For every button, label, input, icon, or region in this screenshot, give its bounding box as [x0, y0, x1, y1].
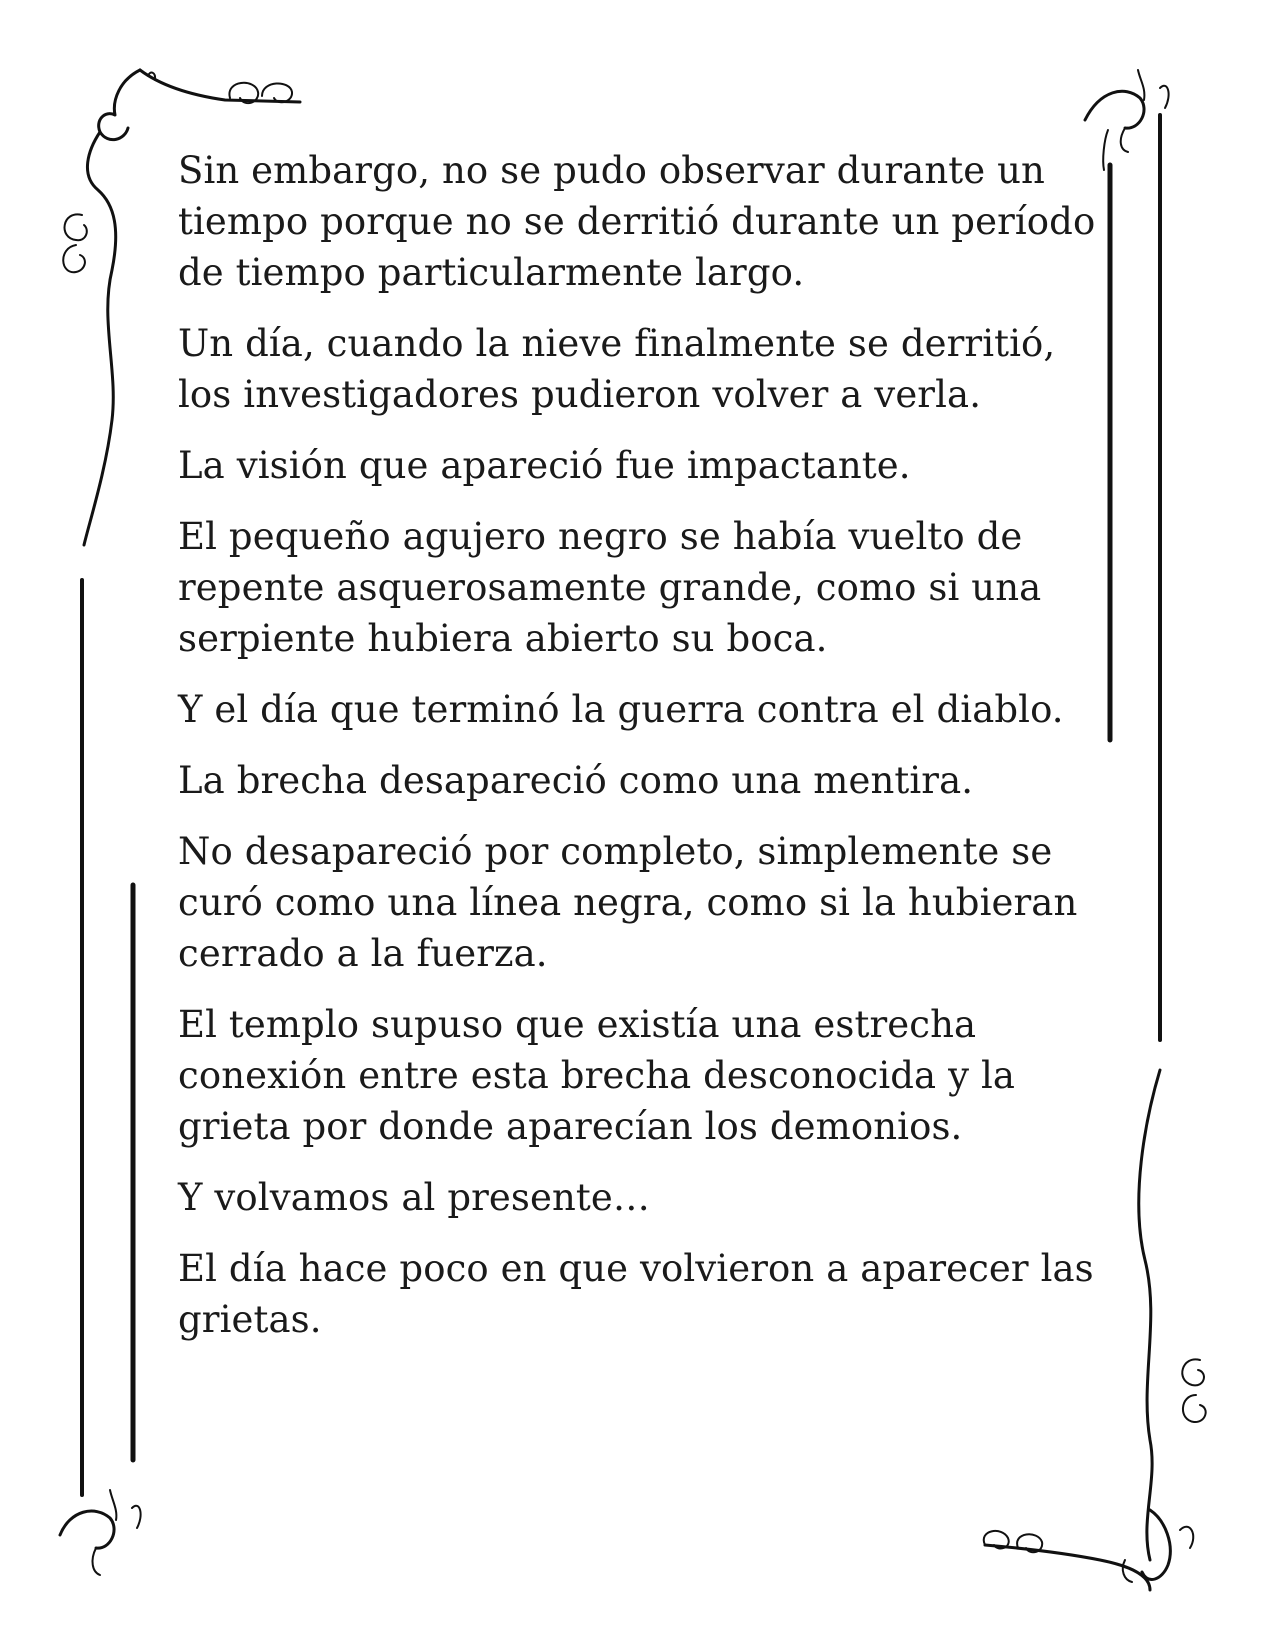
paragraph-2: Un día, cuando la nieve finalmente se derritió, los investigadores pudieron volver a verla. [178, 322, 1056, 416]
paragraph-6: La brecha desapareció como una mentira. [178, 759, 974, 802]
paragraph-4: El pequeño agujero negro se había vuelto de repente asquerosamente grande, como si una serpiente hubiera abierto su boca. [178, 515, 1042, 660]
paragraph-1: Sin embargo, no se pudo observar durante un tiempo porque no se derritió durante un período de tiempo particularmente largo. [178, 149, 1096, 294]
bottom-right-swash-icon [1139, 1070, 1206, 1560]
paragraph-7: No desapareció por completo, simplemente se curó como una línea negra, como si la hubieran cerrado a la fuerza. [178, 830, 1078, 975]
bottom-right-flourish-icon [984, 1510, 1194, 1590]
paragraph-9: Y volvamos al presente… [178, 1176, 650, 1219]
page-text [178, 145, 1108, 1365]
paragraph-8: El templo supuso que existía una estrecha conexión entre esta brecha desconocida y la grieta por donde aparecían los demonios. [178, 1003, 1016, 1148]
paragraph-5: Y el día que terminó la guerra contra el diablo. [178, 688, 1064, 731]
paragraph-3: La visión que apareció fue impactante. [178, 444, 911, 487]
paragraph-10: El día hace poco en que volvieron a aparecer las grietas. [178, 1247, 1094, 1341]
bottom-left-flourish-icon [60, 1490, 141, 1575]
